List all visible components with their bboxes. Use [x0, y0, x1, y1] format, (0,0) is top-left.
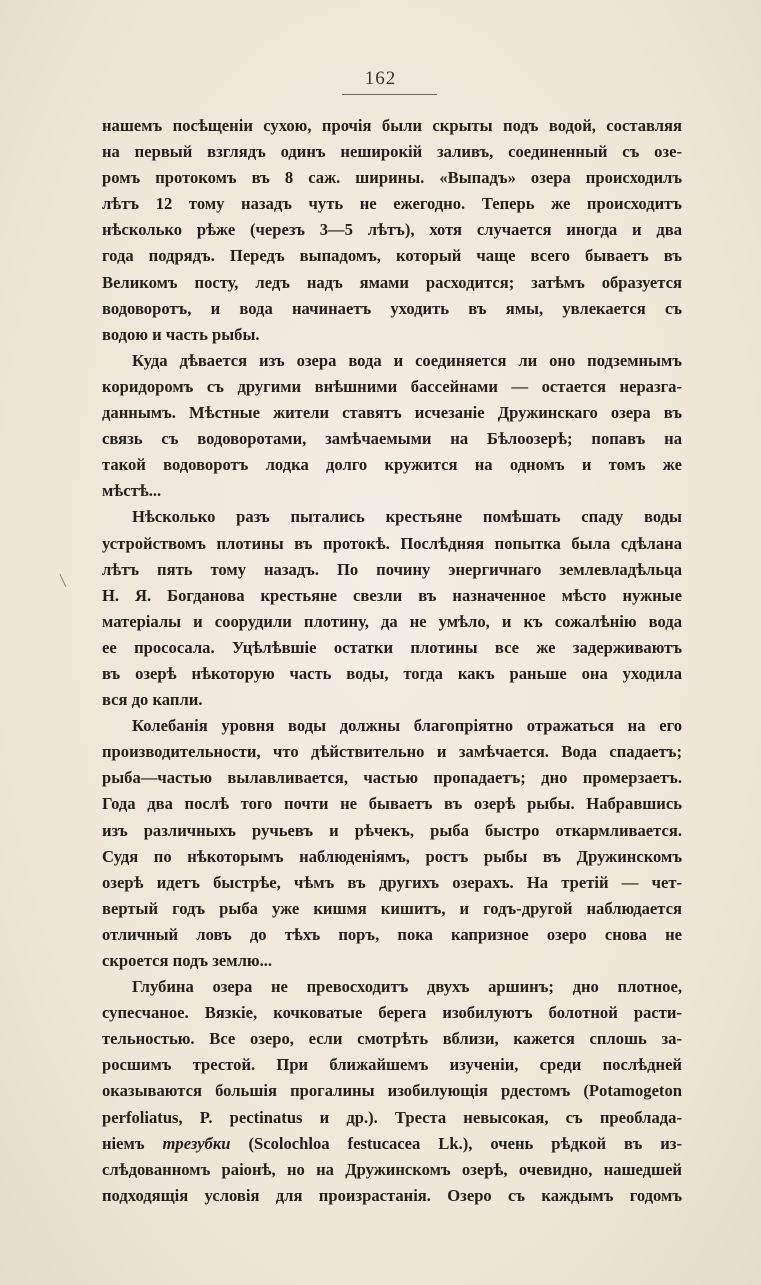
text-line: озерѣ идетъ быстрѣе, чѣмъ въ другихъ озерахъ. На третій — чет- [102, 872, 682, 892]
text-line: скроется подъ землю... [102, 951, 273, 970]
text-line: Куда дѣвается изъ озера вода и соединяется ли оно подземнымъ [132, 350, 682, 370]
body-text [102, 113, 682, 1209]
text-line: лѣтъ 12 тому назадъ чуть не ежегодно. Теперь же происходитъ [102, 194, 682, 214]
text-line: оказываются большія прогалины изобилующія рдестомъ (Potamogeton [102, 1081, 682, 1101]
text-line: такой водоворотъ лодка долго кружится на одномъ и томъ же [102, 455, 682, 475]
text-line-with-italic [102, 1131, 682, 1157]
text-line: Судя по нѣкоторымъ наблюденіямъ, ростъ рыбы въ Дружинскомъ [102, 846, 682, 866]
text-line: лѣтъ пять тому назадъ. По почину энергичнаго землевладѣльца [102, 559, 682, 579]
text-line: тельностью. Все озеро, если смотрѣть вблизи, кажется сплошь за- [102, 1029, 682, 1049]
paragraph-4 [102, 713, 682, 974]
text-line: вертый годъ рыба уже кишмя кишитъ, и годъ-другой наблюдается [102, 898, 682, 918]
text-line: рыба—частью вылавливается, частью пропадаетъ; дно промерзаетъ. [102, 768, 682, 788]
text-run: ніемъ [102, 1133, 163, 1153]
text-line: росшимъ трестой. При ближайшемъ изученіи, среди послѣдней [102, 1055, 682, 1075]
text-line: матеріалы и соорудили плотину, да не умѣло, и къ сожалѣнію вода [102, 611, 682, 631]
text-line: въ озерѣ нѣкоторую часть воды, тогда какъ раньше она уходила [102, 663, 682, 683]
text-line: Года два послѣ того почти не бываетъ въ озерѣ рыбы. Набравшись [102, 794, 682, 814]
text-line: Великомъ посту, ледъ надъ ямами расходится; затѣмъ образуется [102, 272, 682, 292]
text-line: изъ различныхъ ручьевъ и рѣчекъ, рыба быстро откармливается. [102, 820, 682, 840]
text-line: нѣсколько рѣже (черезъ 3—5 лѣтъ), хотя случается иногда и два [102, 220, 682, 240]
paragraph-5 [102, 974, 682, 1209]
paragraph-1 [102, 113, 682, 348]
paragraph-3 [102, 504, 682, 713]
text-line: устройствомъ плотины въ протокѣ. Послѣдняя попытка была сдѣлана [102, 533, 682, 553]
text-line: на первый взглядъ одинъ неширокій заливъ, соединенный съ озе- [102, 142, 682, 162]
text-line: perfoliatus, P. pectinatus и др.). Треста невысокая, съ преоблада- [102, 1107, 682, 1127]
text-line: супесчаное. Вязкіе, кочковатые берега изобилуютъ болотной расти- [102, 1003, 682, 1023]
text-line: подходящія условія для произрастанія. Озеро съ каждымъ годомъ [102, 1185, 682, 1205]
text-line: производительности, что дѣйствительно и замѣчается. Вода спадаетъ; [102, 742, 682, 762]
page-number: 162 [364, 68, 397, 89]
italic-term: трезубки [162, 1133, 231, 1153]
margin-pencil-mark [59, 571, 71, 587]
text-line: связь съ водоворотами, замѣчаемыми на Бѣлоозерѣ; попавъ на [102, 429, 682, 449]
header-rule [342, 94, 437, 95]
text-run: (Scolochloa festucacea Lk.), очень рѣдкой въ из- [230, 1133, 682, 1153]
text-line: Колебанія уровня воды должны благопріятно отражаться на его [132, 716, 682, 736]
text-line: Нѣсколько разъ пытались крестьяне помѣшать спаду воды [132, 507, 682, 527]
text-line: вся до капли. [102, 690, 203, 710]
text-line: водою и часть рыбы. [102, 324, 260, 344]
text-line: ромъ протокомъ въ 8 саж. ширины. «Выпадъ» озера происходилъ [102, 168, 682, 188]
text-line: Глубина озера не превосходитъ двухъ аршинъ; дно плотное, [132, 977, 682, 997]
text-line: нашемъ посѣщеніи сухою, прочія были скрыты подъ водой, составляя [102, 116, 682, 135]
text-line: даннымъ. Мѣстные жители ставятъ исчезаніе Дружинскаго озера въ [102, 403, 682, 423]
text-line: коридоромъ съ другими внѣшними бассейнами — остается неразга- [102, 376, 682, 396]
text-line: ее прососала. Уцѣлѣвшіе остатки плотины все же задерживаютъ [102, 637, 682, 657]
paragraph-2 [102, 348, 682, 505]
text-line: водоворотъ, и вода начинаетъ уходить въ ямы, увлекается съ [102, 298, 682, 318]
text-line: года подрядъ. Передъ выпадомъ, который чаще всего бываетъ въ [102, 246, 682, 266]
text-line: отличный ловъ до тѣхъ поръ, пока капризное озеро снова не [102, 924, 682, 944]
text-line: Н. Я. Богданова крестьяне свезли въ назначенное мѣсто нужные [102, 585, 682, 605]
text-line: мѣстѣ... [102, 481, 162, 501]
text-line: слѣдованномъ раіонѣ, но на Дружинскомъ озерѣ, очевидно, нашедшей [102, 1159, 682, 1179]
